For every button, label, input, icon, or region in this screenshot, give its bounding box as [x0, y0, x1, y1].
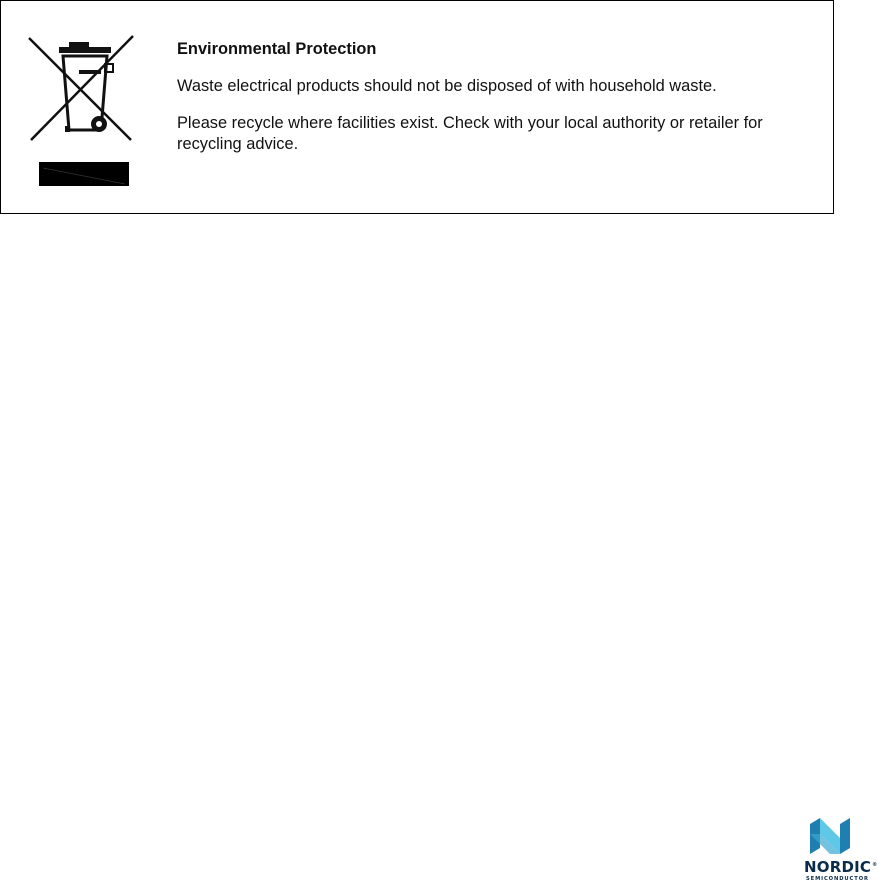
notice-text	[177, 39, 817, 171]
registered-mark: ®	[872, 862, 877, 868]
nordic-brand-logo	[804, 816, 877, 886]
brand-name-text: NORDIC	[804, 858, 872, 876]
notice-paragraph-disposal: Waste electrical products should not be disposed of with household waste.	[177, 77, 717, 95]
nordic-logo-icon	[808, 816, 852, 856]
notice-paragraph-recycle: Please recycle where facilities exist. Check with your local authority or retailer for recycling advice.	[177, 114, 763, 153]
notice-title: Environmental Protection	[177, 40, 377, 58]
crossed-out-wheelie-bin-icon	[25, 34, 143, 186]
environmental-notice-box	[0, 0, 834, 214]
brand-name	[804, 858, 877, 876]
brand-subtitle: SEMICONDUCTOR	[806, 876, 869, 882]
